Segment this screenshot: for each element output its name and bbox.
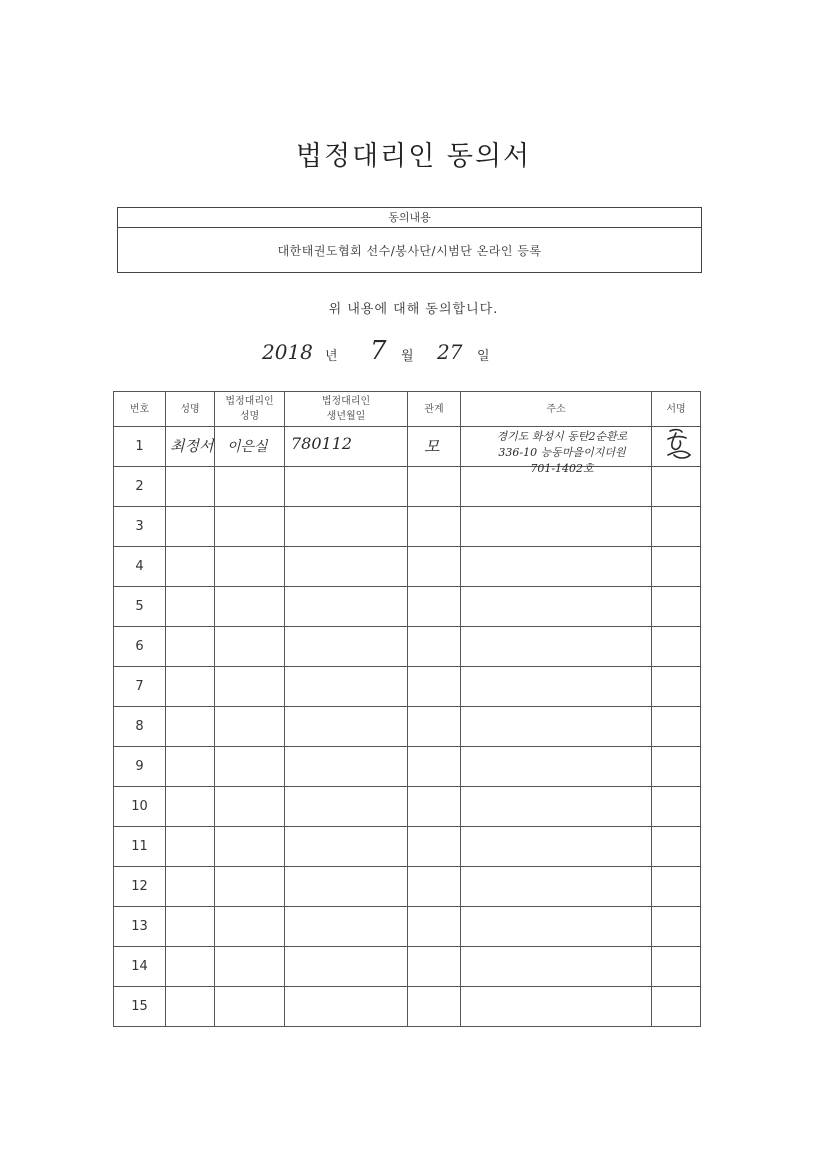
row-number: 8 [114, 707, 166, 747]
header-relation: 관계 [408, 392, 461, 427]
row-number: 6 [114, 627, 166, 667]
table-row [114, 867, 701, 907]
header-guardian-name-line1: 법정대리인 [225, 396, 274, 407]
table-row [114, 947, 701, 987]
row-name-handwritten: 최정서 [170, 437, 214, 455]
table-row [114, 987, 701, 1027]
header-guardian-birth [285, 392, 408, 427]
address-line-3: 701-1402호 [530, 462, 594, 475]
header-number: 번호 [114, 392, 166, 427]
date-line [0, 336, 827, 370]
table-row [114, 787, 701, 827]
date-day-label: 일 [477, 349, 490, 364]
row-number: 7 [114, 667, 166, 707]
row-address [461, 427, 652, 475]
row-number: 12 [114, 867, 166, 907]
row-name [166, 427, 215, 467]
row-guardian-name-handwritten: 이은실 [227, 439, 268, 455]
header-guardian-birth-line1: 법정대리인 [321, 396, 371, 407]
table-row [114, 587, 701, 627]
row-number: 11 [114, 827, 166, 867]
table-row [114, 707, 701, 747]
date-year: 2018 [262, 340, 313, 364]
table-row [114, 667, 701, 707]
header-guardian-name [215, 392, 285, 427]
row-guardian-birth-handwritten: 780112 [291, 434, 353, 453]
row-relation-handwritten: 모 [424, 437, 440, 456]
consent-header: 동의내용 [118, 208, 701, 228]
header-signature: 서명 [652, 392, 701, 427]
signature-mark [660, 425, 696, 465]
row-number: 3 [114, 507, 166, 547]
table-header-row [114, 392, 701, 427]
date-month: 7 [370, 336, 387, 366]
date-year-label: 년 [325, 349, 338, 364]
row-relation [408, 427, 461, 467]
consent-box [117, 207, 702, 273]
row-number: 5 [114, 587, 166, 627]
table-row [114, 827, 701, 867]
row-signature [652, 427, 701, 467]
row-number: 10 [114, 787, 166, 827]
row-number: 13 [114, 907, 166, 947]
address-line-2: 336-10 능동마을이지더원 [498, 446, 626, 459]
row-number: 15 [114, 987, 166, 1027]
table-row [114, 427, 701, 467]
header-guardian-name-line2: 성명 [239, 411, 260, 422]
row-number: 1 [114, 427, 166, 467]
table-row [114, 547, 701, 587]
row-number: 9 [114, 747, 166, 787]
row-number: 4 [114, 547, 166, 587]
table-row [114, 627, 701, 667]
table-row [114, 907, 701, 947]
header-name: 성명 [166, 392, 215, 427]
consent-body: 대한태권도협회 선수/봉사단/시범단 온라인 등록 [277, 244, 542, 258]
address-line-1: 경기도 화성시 동탄2순환로 [496, 430, 628, 443]
agreement-statement: 위 내용에 대해 동의합니다. [328, 302, 499, 317]
table-row [114, 747, 701, 787]
page-title: 법정대리인 동의서 [295, 141, 532, 172]
date-month-label: 월 [401, 349, 414, 364]
row-number: 2 [114, 467, 166, 507]
header-address: 주소 [461, 392, 652, 427]
guardian-table [113, 391, 701, 1027]
row-guardian-birth [285, 427, 408, 467]
header-guardian-birth-line2: 생년월일 [326, 411, 366, 422]
row-guardian-name [215, 427, 285, 467]
row-address-handwritten [467, 429, 657, 477]
row-number: 14 [114, 947, 166, 987]
table-row [114, 507, 701, 547]
date-day: 27 [437, 340, 463, 364]
